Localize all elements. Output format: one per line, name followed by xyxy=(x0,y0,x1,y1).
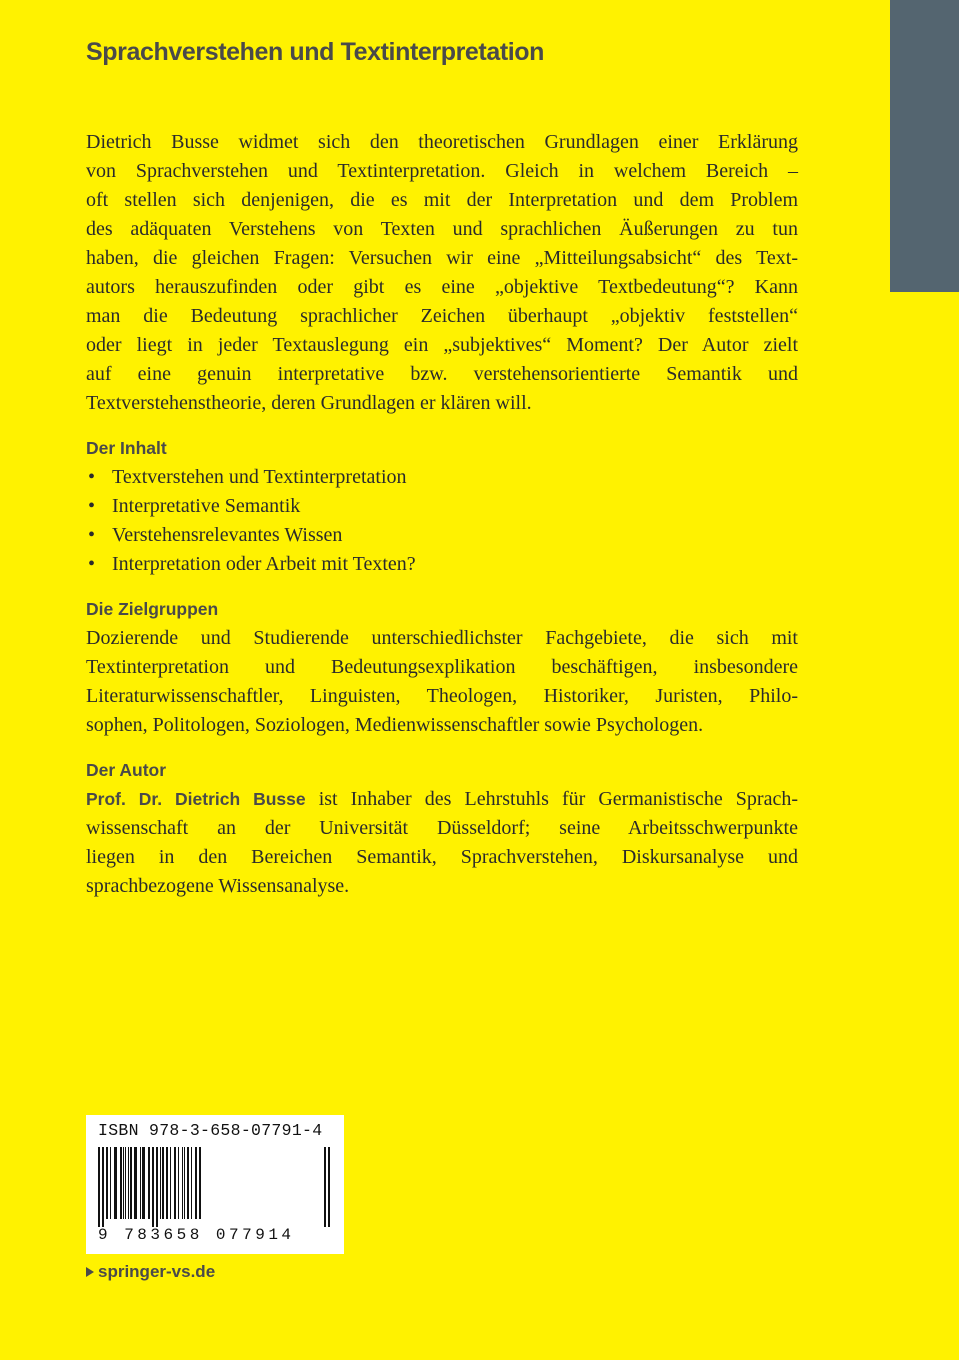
bullet-icon: • xyxy=(88,553,96,575)
barcode-bar xyxy=(102,1147,104,1227)
zielgruppen-line: sophen, Politologen, Soziologen, Medienwissenschaftler sowie Psychologen. xyxy=(86,714,704,736)
barcode-bar xyxy=(114,1147,117,1219)
author-line-rest: ist Inhaber des Lehrstuhls für Germanistische Sprach- xyxy=(305,788,798,810)
back-cover-content xyxy=(86,128,798,901)
zielgruppen-section xyxy=(86,595,798,740)
list-item-text: Interpretation oder Arbeit mit Texten? xyxy=(112,553,416,575)
barcode-bar xyxy=(184,1147,185,1219)
barcode-bar xyxy=(166,1147,168,1219)
barcode-bar xyxy=(324,1147,326,1227)
barcode-bar xyxy=(187,1147,189,1219)
arrow-right-icon xyxy=(86,1267,94,1277)
autor-line xyxy=(86,785,798,814)
barcode-bar xyxy=(106,1147,108,1219)
bullet-icon: • xyxy=(88,524,96,546)
barcode-bar xyxy=(162,1147,164,1219)
zielgruppen-heading: Die Zielgruppen xyxy=(86,599,219,619)
autor-heading: Der Autor xyxy=(86,760,167,780)
barcode-bar xyxy=(195,1147,197,1219)
zielgruppen-line: Textinterpretation und Bedeutungsexplikation beschäftigen, insbesondere xyxy=(86,656,798,678)
list-item xyxy=(86,492,798,521)
barcode-bar xyxy=(199,1147,201,1219)
barcode-bar xyxy=(182,1147,183,1219)
barcode-bar xyxy=(98,1147,100,1227)
barcode-bar xyxy=(170,1147,171,1219)
autor-section xyxy=(86,756,798,901)
zielgruppen-line: Dozierende und Studierende unterschiedlichster Fachgebiete, die sich mit xyxy=(86,627,798,649)
intro-paragraph xyxy=(86,128,798,418)
intro-line: haben, die gleichen Fragen: Versuchen wir eine „Mitteilungsabsicht“ des Text- xyxy=(86,247,798,269)
intro-line: des adäquaten Verstehens von Texten und sprachlichen Äußerungen zu tun xyxy=(86,218,798,240)
bullet-icon: • xyxy=(88,495,96,517)
book-title: Sprachverstehen und Textinterpretation xyxy=(86,38,545,66)
barcode-bar xyxy=(134,1147,137,1219)
zielgruppen-paragraph xyxy=(86,624,798,740)
decorative-side-bar xyxy=(890,0,959,292)
barcode-bar xyxy=(125,1147,126,1219)
barcode-bar xyxy=(191,1147,192,1219)
list-item xyxy=(86,550,798,579)
zielgruppen-line: Literaturwissenschaftler, Linguisten, Theologen, Historiker, Juristen, Philo- xyxy=(86,685,798,707)
list-item xyxy=(86,521,798,550)
barcode-bar xyxy=(152,1147,154,1227)
autor-paragraph xyxy=(86,785,798,901)
inhalt-heading: Der Inhalt xyxy=(86,438,167,458)
barcode-bar xyxy=(174,1147,176,1219)
intro-line: oder liegt in jeder Textauslegung ein „subjektives“ Moment? Der Autor zielt xyxy=(86,334,798,356)
autor-line: wissenschaft an der Universität Düsseldorf; seine Arbeitsschwerpunkte xyxy=(86,817,798,839)
inhalt-list xyxy=(86,463,798,579)
bullet-icon: • xyxy=(88,466,96,488)
barcode-bar xyxy=(156,1147,158,1227)
autor-line: sprachbezogene Wissensanalyse. xyxy=(86,875,350,897)
isbn-label: ISBN 978-3-658-07791-4 xyxy=(98,1121,323,1140)
intro-line: auf eine genuin interpretative bzw. verstehensorientierte Semantik und xyxy=(86,363,798,385)
barcode-bar xyxy=(328,1147,330,1227)
intro-line: Textverstehenstheorie, deren Grundlagen er klären will. xyxy=(86,392,532,414)
website-text: springer-vs.de xyxy=(98,1262,216,1281)
barcode-bar xyxy=(142,1147,145,1219)
list-item-text: Verstehensrelevantes Wissen xyxy=(112,524,343,546)
barcode-image xyxy=(98,1147,334,1227)
barcode-bar xyxy=(128,1147,129,1219)
barcode-bar xyxy=(160,1147,161,1219)
barcode-bar xyxy=(123,1147,124,1219)
list-item-text: Textverstehen und Textinterpretation xyxy=(112,466,407,488)
author-name: Prof. Dr. Dietrich Busse xyxy=(86,789,306,809)
intro-line: von Sprachverstehen und Textinterpretation. Gleich in welchem Bereich – xyxy=(86,160,798,182)
barcode-bar xyxy=(120,1147,122,1219)
autor-line: liegen in den Bereichen Semantik, Sprachverstehen, Diskursanalyse und xyxy=(86,846,798,868)
barcode-bar xyxy=(148,1147,150,1219)
barcode-bar xyxy=(110,1147,111,1219)
barcode-digits: 9 783658 077914 xyxy=(98,1226,295,1244)
list-item-text: Interpretative Semantik xyxy=(112,495,301,517)
intro-line: autors herauszufinden oder gibt es eine „objektive Textbedeutung“? Kann xyxy=(86,276,798,298)
inhalt-section xyxy=(86,434,798,579)
intro-line: man die Bedeutung sprachlicher Zeichen überhaupt „objektiv feststellen“ xyxy=(86,305,798,327)
barcode-bar xyxy=(140,1147,141,1219)
list-item xyxy=(86,463,798,492)
isbn-barcode-box xyxy=(86,1115,344,1254)
barcode-bar xyxy=(130,1147,132,1219)
barcode-bar xyxy=(178,1147,179,1219)
intro-line: oft stellen sich denjenigen, die es mit der Interpretation und dem Problem xyxy=(86,189,798,211)
publisher-website-link[interactable] xyxy=(86,1262,215,1282)
intro-line: Dietrich Busse widmet sich den theoretischen Grundlagen einer Erklärung xyxy=(86,131,798,153)
